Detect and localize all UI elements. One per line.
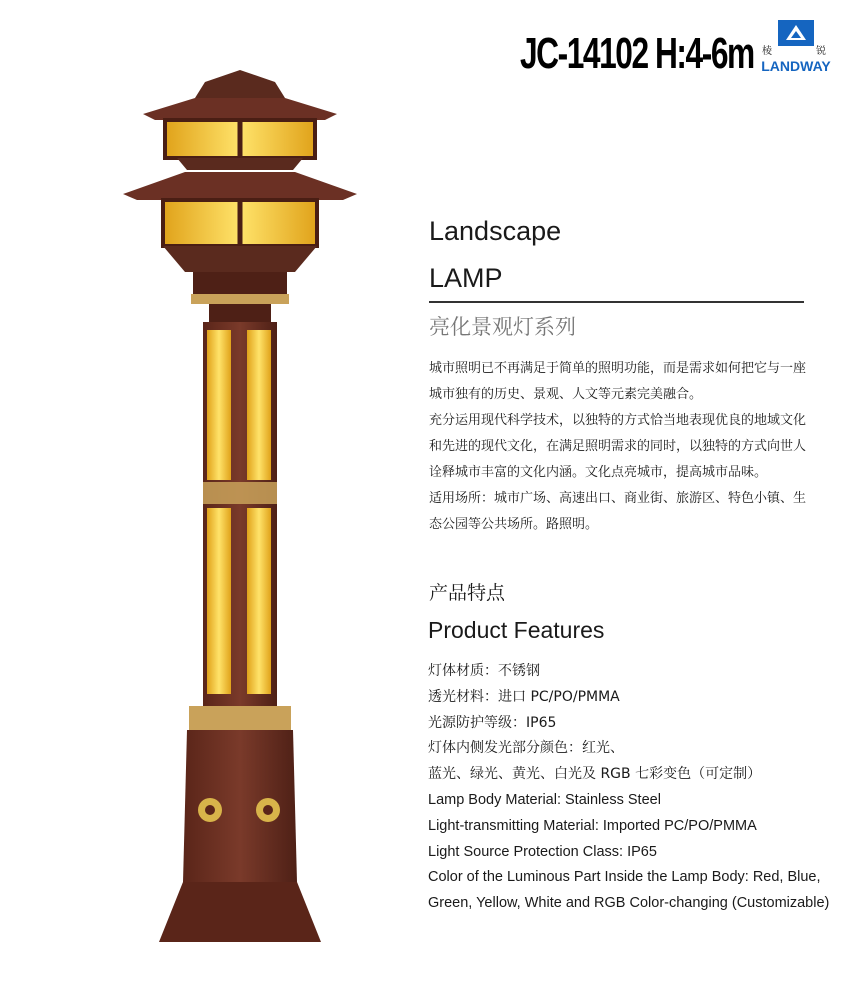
model-number: JC-14102 H:4-6m (520, 29, 754, 78)
feature-item-en: Light Source Protection Class: IP65 (428, 843, 657, 860)
series-subtitle: 亮化景观灯系列 (429, 315, 576, 339)
feature-item-cn: 透光材料：进口 PC/PO/PMMA (428, 688, 620, 705)
title-landscape: Landscape (429, 216, 562, 246)
title-divider (429, 301, 804, 303)
features-heading-en: Product Features (428, 617, 605, 643)
feature-list (428, 659, 838, 917)
landscape-lamp-illustration (115, 62, 365, 962)
landway-logo (752, 18, 840, 76)
feature-item-en: Light-transmitting Material: Imported PC/PO/PMMA (428, 817, 757, 834)
features-heading-cn: 产品特点 (429, 582, 506, 604)
intro-text (429, 356, 807, 538)
logo-cn-right: 锐 (816, 46, 826, 57)
feature-item-cn: 灯体材质：不锈钢 (428, 663, 540, 679)
roof-top (195, 70, 285, 98)
intro-paragraph: 适用场所：城市广场、高速出口、商业街、旅游区、特色小镇、生态公园等公共场所。路照明。 (429, 491, 807, 532)
feature-item-en: Color of the Luminous Part Inside the Lamp Body: Red, Blue, Green, Yellow, White and RGB Color-changing (Customizable) (428, 869, 830, 912)
title-lamp: LAMP (429, 263, 503, 293)
logo-cn-left: 棱 (762, 46, 772, 57)
roof-upper (143, 98, 337, 120)
intro-paragraph: 城市照明已不再满足于简单的照明功能，而是需求如何把它与一座城市独有的历史、景观、人文等元素完美融合。 (429, 361, 807, 402)
roof-lower (123, 172, 357, 200)
feature-item-en: Lamp Body Material: Stainless Steel (428, 791, 661, 808)
intro-paragraph: 充分运用现代科学技术，以独特的方式恰当地表现优良的地域文化和先进的现代文化，在满足照明需求的同时，以独特的方式向世人诠释城市丰富的文化内涵。文化点亮城市，提高城市品味。 (429, 413, 807, 480)
logo-triangle-icon (774, 18, 818, 48)
logo-wordmark: LANDWAY (761, 58, 831, 74)
base-gold-band (189, 706, 291, 730)
feature-item-cn: 光源防护等级：IP65 (428, 714, 557, 731)
gold-band (191, 294, 289, 304)
feature-item-cn: 灯体内侧发光部分颜色：红光、 (428, 740, 624, 757)
feature-item-cn: 蓝光、绿光、黄光、白光及 RGB 七彩变色（可定制） (428, 766, 762, 783)
